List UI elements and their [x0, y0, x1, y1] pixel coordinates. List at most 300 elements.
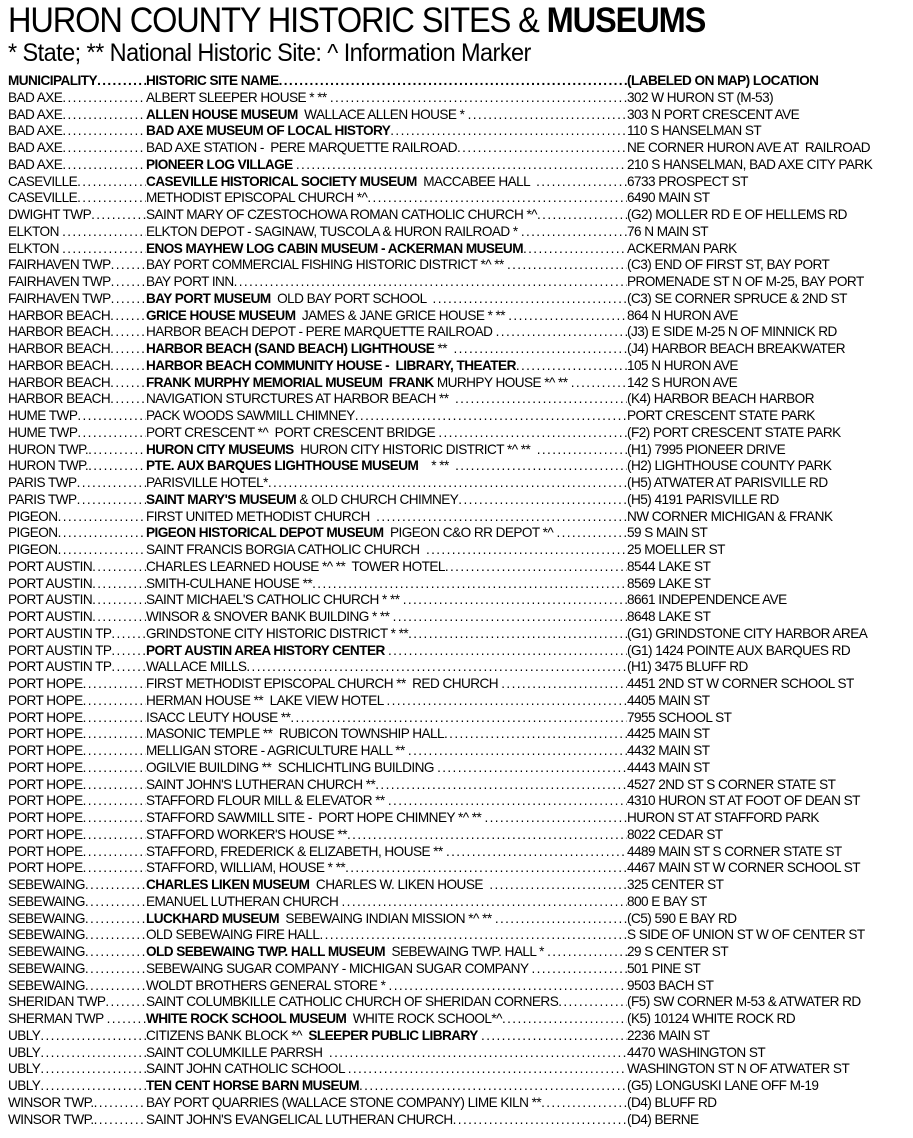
municipality: PORT HOPE: [8, 692, 83, 708]
location-cell: [627, 944, 908, 961]
dot-leader: [330, 90, 627, 107]
site-name-cell: [146, 257, 627, 274]
site-name-cell: [146, 107, 627, 124]
header-municipality-label: MUNICIPALITY: [8, 73, 98, 88]
site-name-cell: [146, 592, 627, 609]
municipality-cell: [8, 1028, 146, 1045]
site-name: SAINT MICHAEL'S CATHOLIC CHURCH * **: [146, 592, 403, 608]
location-cell: [627, 1028, 908, 1045]
site-name: BAY PORT INN: [146, 274, 234, 289]
dot-leader: [345, 860, 627, 877]
location: 4489 MAIN ST S CORNER STATE ST: [627, 843, 842, 859]
site-name-extra: WHITE ROCK SCHOOL*^: [346, 1011, 502, 1026]
site-name-cell: [146, 442, 627, 459]
table-row: [8, 391, 908, 408]
site-name-extra: CHARLES W. LIKEN HOUSE: [309, 877, 490, 892]
location: (D4) BLUFF RD: [627, 1094, 717, 1110]
location-cell: [627, 676, 908, 693]
header-municipality: [8, 73, 146, 90]
site-name-bold: PIGEON HISTORICAL DEPOT MUSEUM: [146, 525, 384, 541]
table-row: [8, 743, 908, 760]
dot-leader: [111, 643, 146, 660]
municipality-cell: [8, 442, 146, 459]
site-name-cell: [146, 827, 627, 844]
dot-leader: [408, 626, 627, 643]
municipality: PORT HOPE: [8, 759, 83, 775]
location-cell: [627, 1011, 908, 1028]
municipality: PORT AUSTIN TP: [8, 625, 112, 641]
site-name-bold: PTE. AUX BARQUES LIGHTHOUSE MUSEUM: [146, 458, 419, 474]
dot-leader: [508, 308, 627, 325]
site-name: BAY PORT COMMERCIAL FISHING HISTORIC DISTRICT *^ **: [146, 257, 507, 273]
dot-leader: [111, 274, 146, 291]
location: 4470 WASHINGTON ST: [627, 1044, 766, 1060]
dot-leader: [246, 659, 627, 676]
location-cell: [627, 475, 908, 492]
municipality: SEBEWAING: [8, 877, 85, 892]
location-cell: [627, 324, 908, 341]
location: 864 N HURON AVE: [627, 307, 738, 323]
municipality-cell: [8, 693, 146, 710]
dot-leader: [437, 760, 627, 777]
municipality: PORT HOPE: [8, 709, 83, 725]
dot-leader: [92, 576, 146, 593]
dot-leader: [83, 827, 146, 844]
table-row: [8, 257, 908, 274]
dot-leader: [88, 442, 146, 459]
location: (D4) BERNE: [627, 1111, 699, 1127]
location-cell: [627, 559, 908, 576]
dot-leader: [468, 107, 627, 124]
site-name: STAFFORD, WILLIAM, HOUSE * **: [146, 860, 346, 876]
dot-leader: [481, 1028, 627, 1045]
municipality: SEBEWAING: [8, 960, 85, 976]
site-name: SEBEWAING SUGAR COMPANY - MICHIGAN SUGAR COMPANY: [146, 960, 532, 976]
location: 8544 LAKE ST: [627, 558, 711, 574]
location-cell: [627, 693, 908, 710]
location: 325 CENTER ST: [627, 877, 724, 892]
dot-leader: [446, 844, 627, 861]
location-cell: [627, 224, 908, 241]
municipality-cell: [8, 1011, 146, 1028]
site-name: CHARLES LEARNED HOUSE *^ ** TOWER HOTEL: [146, 558, 445, 574]
dot-leader: [556, 525, 627, 542]
municipality-cell: [8, 860, 146, 877]
municipality-cell: [8, 894, 146, 911]
dot-leader: [355, 408, 627, 425]
site-name-bold: CHARLES LIKEN MUSEUM: [146, 877, 310, 892]
site-name-bold: HARBOR BEACH COMMUNITY HOUSE - LIBRARY, THEATER: [146, 357, 516, 373]
location-cell: [627, 257, 908, 274]
table-row: [8, 927, 908, 944]
dot-leader: [62, 140, 146, 157]
site-name-cell: [146, 157, 627, 174]
dot-leader: [388, 643, 627, 660]
dot-leader: [455, 391, 627, 408]
site-name-cell: [146, 123, 627, 140]
dot-leader: [571, 375, 627, 392]
table-row: [8, 659, 908, 676]
table-row: [8, 157, 908, 174]
table-row: [8, 475, 908, 492]
site-name-extra: PIGEON C&O RR DEPOT *^: [383, 525, 557, 541]
location-cell: [627, 743, 908, 760]
dot-leader: [107, 1011, 146, 1028]
site-name-bold: CASEVILLE HISTORICAL SOCIETY MUSEUM: [146, 173, 417, 189]
site-name-bold: HURON CITY MUSEUMS: [146, 441, 294, 457]
dot-leader: [77, 190, 146, 207]
table-row: [8, 90, 908, 107]
site-name-cell: [146, 90, 627, 107]
dot-leader: [83, 844, 146, 861]
dot-leader: [83, 793, 146, 810]
dot-leader: [296, 157, 627, 174]
site-name: MASONIC TEMPLE ** RUBICON TOWNSHIP HALL: [146, 726, 445, 742]
location: 9503 BACH ST: [627, 977, 714, 993]
location: (G2) MOLLER RD E OF HELLEMS RD: [627, 207, 847, 222]
site-name-cell: [146, 559, 627, 576]
municipality-cell: [8, 877, 146, 894]
site-name-cell: [146, 894, 627, 911]
dot-leader: [88, 458, 146, 475]
site-name: STAFFORD, FREDERICK & ELIZABETH, HOUSE **: [146, 843, 446, 859]
municipality-cell: [8, 542, 146, 559]
site-name-cell: [146, 927, 627, 944]
site-name: SMITH-CULHANE HOUSE **: [146, 575, 313, 591]
site-name-cell: [146, 140, 627, 157]
municipality-cell: [8, 207, 146, 224]
municipality-cell: [8, 743, 146, 760]
municipality: SEBEWAING: [8, 893, 85, 909]
dot-leader: [531, 961, 627, 978]
municipality: ELKTON: [8, 240, 63, 256]
site-name-bold: ENOS MAYHEW LOG CABIN MUSEUM - ACKERMAN MUSEUM: [146, 240, 523, 256]
location: HURON ST AT STAFFORD PARK: [627, 810, 819, 825]
dot-leader: [92, 609, 146, 626]
dot-leader: [319, 927, 627, 944]
site-name: PACK WOODS SAWMILL CHIMNEY: [146, 408, 355, 423]
dot-leader: [521, 224, 627, 241]
dot-leader: [83, 810, 146, 827]
dot-leader: [105, 994, 146, 1011]
table-row: [8, 726, 908, 743]
municipality: PORT AUSTIN: [8, 592, 93, 608]
table-row: [8, 341, 908, 358]
dot-leader: [347, 827, 627, 844]
site-name-extra: MURHPY HOUSE *^ **: [433, 374, 571, 390]
table-row: [8, 274, 908, 291]
dot-leader: [234, 274, 627, 291]
site-name: FIRST UNITED METHODIST CHURCH: [146, 508, 377, 524]
municipality: CASEVILLE: [8, 190, 78, 206]
location: NW CORNER MICHIGAN & FRANK: [627, 508, 833, 524]
table-row: [8, 911, 908, 928]
table-row: [8, 1061, 908, 1078]
location-cell: [627, 793, 908, 810]
municipality-cell: [8, 408, 146, 425]
site-name-cell: [146, 1011, 627, 1028]
site-name: SAINT JOHN'S EVANGELICAL LUTHERAN CHURCH: [146, 1111, 453, 1127]
dot-leader: [389, 978, 627, 995]
site-name-cell: [146, 358, 627, 375]
dot-leader: [85, 911, 146, 928]
dot-leader: [537, 442, 627, 459]
dot-leader: [77, 425, 146, 442]
location-cell: [627, 391, 908, 408]
location: (J4) HARBOR BEACH BREAKWATER: [627, 341, 845, 356]
location: 105 N HURON AVE: [627, 357, 738, 373]
site-name-cell: [146, 174, 627, 191]
site-name-extra: & OLD CHURCH CHIMNEY: [296, 491, 459, 507]
location-cell: [627, 107, 908, 124]
location: (C3) SE CORNER SPRUCE & 2ND ST: [627, 290, 847, 306]
site-name-extra: SEBEWAING TWP. HALL *: [385, 944, 548, 959]
site-name-cell: [146, 710, 627, 727]
municipality-cell: [8, 576, 146, 593]
table-row: [8, 542, 908, 559]
table-row: [8, 844, 908, 861]
dot-leader: [376, 509, 627, 526]
site-name-cell: [146, 1112, 627, 1129]
location: (F5) SW CORNER M-53 & ATWATER RD: [627, 994, 861, 1010]
location: (J3) E SIDE M-25 N OF MINNICK RD: [627, 324, 837, 340]
table-header: [8, 73, 908, 90]
site-name: HARBOR BEACH DEPOT - PERE MARQUETTE RAILROAD: [146, 324, 496, 340]
dot-leader: [453, 1112, 627, 1129]
municipality: SEBEWAING: [8, 927, 85, 943]
location-cell: [627, 626, 908, 643]
site-name: ISACC LEUTY HOUSE **: [146, 709, 291, 725]
dot-leader: [58, 542, 146, 559]
municipality: DWIGHT TWP: [8, 207, 92, 222]
municipality: BAD AXE: [8, 106, 63, 122]
location-cell: [627, 911, 908, 928]
site-name-cell: [146, 408, 627, 425]
municipality-cell: [8, 609, 146, 626]
municipality-cell: [8, 1112, 146, 1129]
municipality: HARBOR BEACH: [8, 357, 111, 373]
municipality-cell: [8, 994, 146, 1011]
dot-leader: [523, 241, 627, 258]
municipality-cell: [8, 793, 146, 810]
municipality: PORT HOPE: [8, 676, 83, 691]
dot-leader: [110, 358, 146, 375]
dot-leader: [501, 676, 627, 693]
location: 7955 SCHOOL ST: [627, 709, 732, 725]
location-cell: [627, 592, 908, 609]
municipality: UBLY: [8, 1044, 41, 1060]
table-row: [8, 408, 908, 425]
location: (K4) HARBOR BEACH HARBOR: [627, 391, 814, 407]
site-name-cell: [146, 844, 627, 861]
dot-leader: [110, 375, 146, 392]
site-name-cell: [146, 391, 627, 408]
site-name-bold: OLD SEBEWAING TWP. HALL MUSEUM: [146, 944, 386, 959]
table-row: [8, 592, 908, 609]
municipality: UBLY: [8, 1027, 41, 1043]
dot-leader: [536, 174, 627, 191]
dot-leader: [85, 927, 146, 944]
site-name-cell: [146, 425, 627, 442]
location: (H5) ATWATER AT PARISVILLE RD: [627, 475, 828, 490]
table-row: [8, 308, 908, 325]
site-name-extra: OLD BAY PORT SCHOOL: [270, 290, 433, 306]
dot-leader: [329, 1045, 627, 1062]
location: PROMENADE ST N OF M-25, BAY PORT: [627, 274, 864, 289]
site-name-cell: [146, 475, 627, 492]
location: 142 S HURON AVE: [627, 374, 738, 390]
municipality: FAIRHAVEN TWP: [8, 257, 111, 273]
site-name-cell: [146, 643, 627, 660]
location: 59 S MAIN ST: [627, 525, 708, 541]
municipality-cell: [8, 726, 146, 743]
location-cell: [627, 408, 908, 425]
dot-leader: [83, 743, 146, 760]
site-name-cell: [146, 777, 627, 794]
site-name: ELKTON DEPOT - SAGINAW, TUSCOLA & HURON RAILROAD *: [146, 223, 521, 239]
location-cell: [627, 157, 908, 174]
site-name: BAD AXE STATION - PERE MARQUETTE RAILROAD: [146, 140, 458, 155]
site-name-cell: [146, 1061, 627, 1078]
site-name-cell: [146, 341, 627, 358]
dot-leader: [83, 693, 146, 710]
site-name-cell: [146, 375, 627, 392]
municipality-cell: [8, 911, 146, 928]
site-name-cell: [146, 978, 627, 995]
municipality: HARBOR BEACH: [8, 307, 111, 323]
dot-leader: [111, 659, 146, 676]
municipality-cell: [8, 291, 146, 308]
location-cell: [627, 827, 908, 844]
table-row: [8, 241, 908, 258]
site-name-cell: [146, 860, 627, 877]
site-name-cell: [146, 1028, 627, 1045]
table-row: [8, 425, 908, 442]
site-name: GRINDSTONE CITY HISTORIC DISTRICT * **: [146, 625, 409, 641]
location: (G1) GRINDSTONE CITY HARBOR AREA: [627, 625, 868, 641]
site-name-cell: [146, 291, 627, 308]
dot-leader: [77, 492, 146, 509]
dot-leader: [367, 190, 627, 207]
site-name: WINSOR & SNOVER BANK BUILDING * **: [146, 609, 393, 624]
municipality-cell: [8, 241, 146, 258]
site-name: WALLACE MILLS: [146, 659, 247, 675]
dot-leader: [348, 1061, 627, 1078]
location-cell: [627, 1095, 908, 1112]
municipality: SEBEWAING: [8, 910, 85, 926]
municipality: PORT HOPE: [8, 743, 83, 758]
site-name-cell: [146, 274, 627, 291]
location: (H1) 3475 BLUFF RD: [627, 659, 748, 675]
municipality: ELKTON: [8, 223, 63, 239]
dot-leader: [312, 576, 627, 593]
table-row: [8, 291, 908, 308]
municipality-cell: [8, 224, 146, 241]
location: PORT CRESCENT STATE PARK: [627, 408, 815, 423]
dot-leader: [83, 760, 146, 777]
location-cell: [627, 140, 908, 157]
site-name: EMANUEL LUTHERAN CHURCH: [146, 893, 342, 909]
site-name: MELLIGAN STORE - AGRICULTURE HALL **: [146, 743, 408, 758]
location-cell: [627, 961, 908, 978]
site-name: STAFFORD WORKER'S HOUSE **: [146, 826, 348, 842]
site-name-cell: [146, 525, 627, 542]
location-cell: [627, 375, 908, 392]
location-cell: [627, 341, 908, 358]
dot-leader: [97, 73, 146, 90]
location: 501 PINE ST: [627, 960, 701, 976]
municipality: WINSOR TWP.: [8, 1094, 94, 1110]
location-cell: [627, 927, 908, 944]
site-name-cell: [146, 810, 627, 827]
table-row: [8, 944, 908, 961]
location-cell: [627, 174, 908, 191]
dot-leader: [457, 140, 627, 157]
dot-leader: [489, 877, 627, 894]
location: (G5) LONGUSKI LANE OFF M-19: [627, 1078, 819, 1093]
municipality: BAD AXE: [8, 156, 63, 172]
site-name-cell: [146, 793, 627, 810]
dot-leader: [40, 1028, 146, 1045]
table-row: [8, 827, 908, 844]
table-row: [8, 1045, 908, 1062]
location: 4451 2ND ST W CORNER SCHOOL ST: [627, 676, 854, 691]
municipality-cell: [8, 659, 146, 676]
dot-leader: [390, 123, 627, 140]
municipality-cell: [8, 308, 146, 325]
location-cell: [627, 90, 908, 107]
municipality-cell: [8, 425, 146, 442]
municipality: HURON TWP.: [8, 458, 89, 474]
site-name-bold: FRANK MURPHY MEMORIAL MUSEUM FRANK: [146, 374, 434, 390]
municipality-cell: [8, 1045, 146, 1062]
site-name-bold: TEN CENT HORSE BARN MUSEUM: [146, 1078, 360, 1093]
location: 4443 MAIN ST: [627, 759, 710, 775]
location: (C3) END OF FIRST ST, BAY PORT: [627, 257, 830, 273]
municipality-cell: [8, 1095, 146, 1112]
site-name-cell: [146, 676, 627, 693]
municipality: HUME TWP: [8, 424, 78, 440]
dot-leader: [62, 123, 146, 140]
municipality: SEBEWAING: [8, 977, 85, 993]
location: (H5) 4191 PARISVILLE RD: [627, 491, 779, 507]
site-name-bold: PORT AUSTIN AREA HISTORY CENTER: [146, 642, 385, 658]
location-cell: [627, 274, 908, 291]
location-cell: [627, 710, 908, 727]
dot-leader: [94, 1112, 146, 1129]
location: 210 S HANSELMAN, BAD AXE CITY PARK: [627, 156, 873, 172]
municipality-cell: [8, 927, 146, 944]
dot-leader: [62, 107, 146, 124]
site-name-bold: BAY PORT MUSEUM: [146, 290, 271, 306]
dot-leader: [484, 810, 627, 827]
dot-leader: [111, 291, 146, 308]
municipality-cell: [8, 844, 146, 861]
location-cell: [627, 525, 908, 542]
municipality-cell: [8, 643, 146, 660]
location: 4467 MAIN ST W CORNER SCHOOL ST: [627, 860, 860, 876]
municipality: PORT AUSTIN TP: [8, 642, 112, 658]
dot-leader: [495, 911, 627, 928]
table-row: [8, 509, 908, 526]
table-row: [8, 324, 908, 341]
dot-leader: [111, 626, 146, 643]
table-row: [8, 1011, 908, 1028]
site-name-bold: HARBOR BEACH (SAND BEACH) LIGHTHOUSE: [146, 341, 435, 356]
site-name: FIRST METHODIST EPISCOPAL CHURCH ** RED CHURCH: [146, 676, 502, 691]
location: S SIDE OF UNION ST W OF CENTER ST: [627, 927, 865, 943]
municipality-cell: [8, 391, 146, 408]
